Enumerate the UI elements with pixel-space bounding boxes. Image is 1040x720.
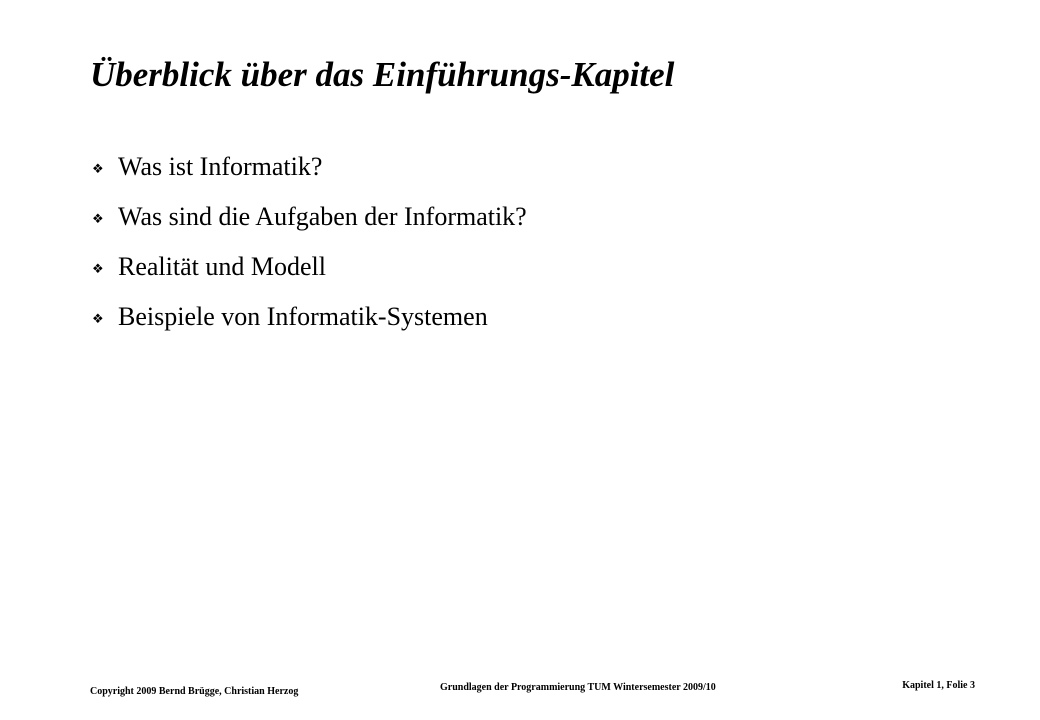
bullet-text: Was ist Informatik? [118,152,323,181]
bullet-text: Beispiele von Informatik-Systemen [118,302,488,331]
diamond-star-icon: ❖ [92,210,104,226]
bullet-list [92,142,527,342]
diamond-star-icon: ❖ [92,160,104,176]
diamond-star-icon: ❖ [92,260,104,276]
slide-title: Überblick über das Einführungs-Kapitel [90,55,675,94]
footer-copyright: Copyright 2009 Bernd Brügge, Christian Herzog [90,686,299,697]
list-item [92,192,527,242]
diamond-star-icon: ❖ [92,310,104,326]
footer-course: Grundlagen der Programmierung TUM Wintersemester 2009/10 [440,682,716,693]
footer-page-number: Kapitel 1, Folie 3 [902,680,975,691]
list-item [92,242,527,292]
list-item [92,142,527,192]
bullet-text: Realität und Modell [118,252,326,281]
list-item [92,292,527,342]
bullet-text: Was sind die Aufgaben der Informatik? [118,202,527,231]
